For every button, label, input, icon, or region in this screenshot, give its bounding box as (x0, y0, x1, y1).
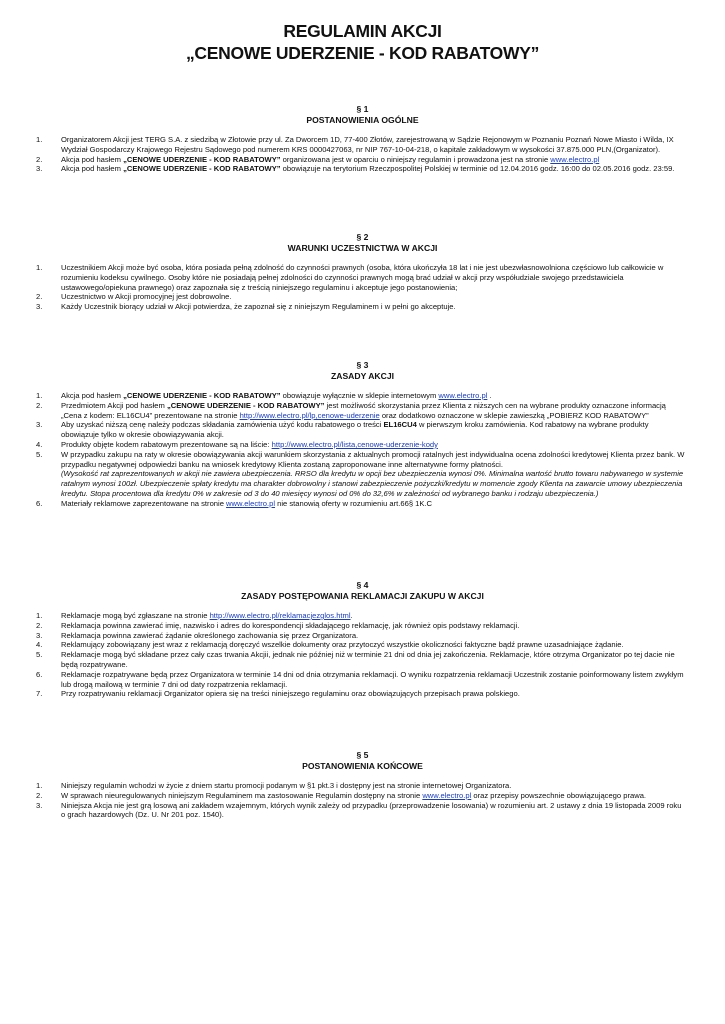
item-bold-text: „CENOWE UDERZENIE - KOD RABATOWY” (123, 164, 281, 174)
item-link[interactable]: www.electro.pl (550, 154, 600, 164)
item-number: 3. (36, 630, 43, 640)
item-number: 1. (36, 611, 43, 620)
section-2 (0, 232, 725, 312)
list-item (0, 781, 725, 791)
section-3 (0, 360, 725, 509)
item-link[interactable]: http://www.electro.pl/lp,cenowe-uderzenie (239, 410, 380, 420)
item-bold-text: „CENOWE UDERZENIE - KOD RABATOWY” (166, 400, 325, 410)
list-item (0, 640, 725, 650)
item-text: Uczestnikiem Akcji może być osoba, która posiada pełną zdolność do czynności prawnych (osoba, która ukończyła 18 lat i nie jest ubezwłasnowolniona częściowo lub całkowicie w rozumieniu kodeksu cywilnego. Osoby które nie posiadają pełnej zdolności do czynności prawnych mogą brać udział w akcji przy współudziale swojego przedstawiciela ustawowego/opiekuna prawnego) oraz zapoznała się z treścią niniejszego regulaminu i akceptuje jego postanowienia; (61, 263, 664, 292)
section-number: § 5 (356, 750, 369, 760)
item-text: Produkty objęte kodem rabatowym prezentowane są na liście: (61, 439, 272, 449)
section-title: ZASADY POSTĘPOWANIA REKLAMACJI ZAKUPU W AKCJI (241, 591, 484, 601)
item-number: 1. (36, 263, 43, 272)
item-text: Reklamacje mogą być zgłaszane na stronie (61, 611, 210, 620)
section-items (0, 135, 725, 174)
item-text: Niniejsza Akcja nie jest grą losową ani zakładem wzajemnym, których wynik zależy od przypadku (przeprowadzenie losowania) w rozumieniu art. 2 ustawy z dnia 19 listopada 2009 roku o grach hazardowych (Dz. U. Nr 201 poz. 1540). (61, 800, 682, 820)
section-number: § 1 (356, 104, 369, 114)
section-5 (0, 750, 725, 820)
title-line-1: REGULAMIN AKCJI (283, 21, 442, 41)
section-title: ZASADY AKCJI (330, 371, 395, 381)
list-item (0, 420, 725, 440)
item-link[interactable]: www.electro.pl (422, 790, 472, 800)
item-text: Materiały reklamowe zaprezentowane na stronie (61, 498, 227, 508)
list-item (0, 689, 725, 699)
item-number: 3. (36, 420, 43, 430)
item-number: 1. (36, 781, 43, 790)
list-item (0, 621, 725, 631)
list-item (0, 650, 725, 670)
item-text: Uczestnictwo w Akcji promocyjnej jest dobrowolne. (61, 292, 232, 302)
item-text-continued: jest możliwość skorzystania przez Klienta z niższych cen na wybrane produkty oznaczone informacją „Cena z kodem: EL16CU4” prezentowane na stronie (61, 400, 666, 420)
item-number: 6. (36, 669, 43, 679)
item-number: 2. (36, 154, 43, 164)
item-number: 2. (36, 790, 43, 800)
section-1 (0, 104, 725, 174)
section-items (0, 781, 725, 820)
list-item (0, 263, 725, 292)
item-text: W sprawach nieuregulowanych niniejszym Regulaminem ma zastosowanie Regulamin dostępny na stronie (61, 790, 423, 800)
item-number: 3. (36, 302, 43, 312)
item-text: Reklamacja powinna zawierać imię, nazwisko i adres do korespondencji składającego reklamację, jak również opis podstawy reklamacji. (61, 620, 520, 630)
item-number: 1. (36, 391, 43, 400)
item-link[interactable]: www.electro.pl (226, 498, 276, 508)
item-number: 4. (36, 640, 43, 650)
item-number: 2. (36, 620, 43, 630)
item-number: 6. (36, 498, 43, 508)
list-item (0, 292, 725, 302)
item-text: Reklamacje rozpatrywane będą przez Organizatora w terminie 14 dni od dnia otrzymania reklamacji. O wyniku rozpatrzenia reklamacji Uczestnik zostanie poinformowany listem zwykłym lub drogą mailową w terminie 7 dni od daty rozpatrzenia reklamacji. (61, 669, 684, 689)
item-text-continued: obowiązuje na terytorium Rzeczpospolitej Polskiej w terminie od 12.04.2016 godz. 16:00 do 02.05.2016 godz. 23:59. (280, 164, 675, 174)
section-number: § 2 (356, 232, 369, 242)
item-bold-text: „CENOWE UDERZENIE - KOD RABATOWY” (123, 391, 281, 400)
list-item (0, 801, 725, 821)
item-text-after-link: . (487, 391, 492, 400)
item-text-continued: organizowana jest w oparciu o niniejszy regulamin i prowadzona jest na stronie (280, 154, 551, 164)
item-text: Reklamujący zobowiązany jest wraz z reklamacją doręczyć wszelkie dokumenty oraz przytoczyć wszystkie okoliczności faktyczne bądź prawne uzasadniające żądanie. (61, 640, 624, 650)
item-text: Akcja pod hasłem (61, 154, 124, 164)
section-4 (0, 580, 725, 699)
item-number: 5. (36, 449, 43, 459)
item-number: 3. (36, 800, 43, 810)
item-text-after-link: . (350, 611, 353, 620)
item-text: Przy rozpatrywaniu reklamacji Organizator opiera się na treści niniejszego regulaminu oraz obowiązujących przepisach prawa polskiego. (61, 689, 520, 699)
item-text-continued: obowiązuje wyłącznie w sklepie internetowym (280, 391, 439, 400)
section-number: § 4 (356, 580, 369, 590)
list-item (0, 164, 725, 174)
item-number: 7. (36, 689, 43, 699)
list-item (0, 440, 725, 450)
item-text: Reklamacje mogą być składane przez cały czas trwania Akcjii, jednak nie później niż w terminie 21 dni od dnia jej zakończenia. Reklamacje, które otrzyma Organizator po tej dacie nie będą rozpatrywane. (61, 650, 675, 669)
list-item (0, 155, 725, 165)
list-item (0, 611, 725, 621)
list-item (0, 791, 725, 801)
list-item (0, 401, 725, 421)
item-text: Przedmiotem Akcji pod hasłem (61, 400, 167, 410)
document-title (0, 20, 725, 64)
item-text: Akcja pod hasłem (61, 391, 124, 400)
section-items (0, 263, 725, 312)
section-items (0, 391, 725, 509)
item-text: Każdy Uczestnik biorący udział w Akcji potwierdza, że zapoznał się z niniejszym Regulaminem i w pełni go akceptuje. (61, 302, 456, 312)
item-text-after-link: oraz przepisy powszechnie obowiązującego prawa. (471, 790, 647, 800)
item-text: Aby uzyskać niższą cenę należy podczas składania zamówienia użyć kodu rabatowego o treści (61, 420, 384, 430)
section-number: § 3 (356, 360, 369, 370)
item-text: Reklamacja powinna zawierać żądanie określonego zachowania się przez Organizatora. (61, 630, 359, 640)
item-number: 2. (36, 400, 43, 410)
section-items (0, 611, 725, 699)
list-item (0, 450, 725, 499)
list-item (0, 499, 725, 509)
list-item (0, 135, 725, 155)
item-text: Akcja pod hasłem (61, 164, 124, 174)
section-title: POSTANOWIENIA OGÓLNE (306, 115, 419, 125)
list-item (0, 391, 725, 401)
item-number: 3. (36, 164, 43, 174)
item-bold-text: „CENOWE UDERZENIE - KOD RABATOWY” (123, 154, 281, 164)
item-number: 5. (36, 650, 43, 660)
section-title: POSTANOWIENIA KOŃCOWE (302, 761, 423, 771)
item-italic-note: (Wysokość rat zaprezentowanych w akcji nie zawiera ubezpieczenia. RRSO dla kredytu w opcji bez ubezpieczenia wynosi 0%. Minimalna wartość brutto towaru nabywanego w systemie ratalnym wynosi 100zł. Ubezpieczenie spłaty kredytu ma charakter dobrowolny i stanowi zabezpieczenie pożyczki/kredytu w momencie zgody Klienta na zawarcie umowy ubezpieczenia kredytu. Stopa procentowa dla kredytu 0% w zakresie od 3 do 40 miesięcy wynosi od 0% do 32,6% w zależności od wybranego banku i rodzaju ubezpieczenia.) (61, 469, 684, 498)
item-text: Organizatorem Akcji jest TERG S.A. z siedzibą w Złotowie przy ul. Za Dworcem 1D, 77-400 Złotów, zarejestrowaną w Sądzie Rejonowym w Poznaniu Poznań Nowe Miasto i Wilda, IX Wydział Gospodarczy Krajowego Rejestru Sądowego pod numerem KRS 0000427063, nr NIP 767-10-04-218, o kapitale zakładowym w wysokości 37.875.000 PLN,(Organizator). (61, 135, 674, 154)
section-title: WARUNKI UCZESTNICTWA W AKCJI (287, 243, 438, 253)
title-line-2: „CENOWE UDERZENIE - KOD RABATOWY” (185, 43, 540, 63)
list-item (0, 302, 725, 312)
item-number: 1. (36, 135, 43, 144)
item-text: Niniejszy regulamin wchodzi w życie z dniem startu promocji podanym w §1 pkt.3 i dostępny jest na stronie internetowej Organizatora. (61, 781, 512, 790)
item-number: 4. (36, 439, 43, 449)
list-item (0, 670, 725, 690)
item-link[interactable]: www.electro.pl (438, 391, 488, 400)
item-text: W przypadku zakupu na raty w okresie obowiązywania akcji warunkiem skorzystania z aktualnych promocji ratalnych jest indywidualna ocena zdolności kredytowej Klienta przez bank. W przypadku negatywnej odpowiedzi banku na wniosek kredytowy Klienta zostaną zaproponowane inne alternatywne formy płatności. (61, 449, 685, 469)
item-link[interactable]: http://www.electro.pl/lista,cenowe-uderzenie-kody (271, 439, 438, 449)
item-text-after-link: nie stanowią oferty w rozumieniu art.66§ 1K.C (275, 498, 433, 508)
item-number: 2. (36, 292, 43, 302)
item-bold-text: EL16CU4 (383, 420, 417, 430)
item-link[interactable]: http://www.electro.pl/reklamacjezglos.html (209, 611, 351, 620)
item-text-continued: w pierwszym kroku zamówienia. Kod rabatowy na wybrane produkty obowiązuje tylko w okresie obowiązywania akcji. (61, 420, 649, 440)
item-text-after-link: oraz dodatkowo oznaczone w sklepie zawieszką „POBIERZ KOD RABATOWY” (379, 410, 649, 420)
list-item (0, 631, 725, 641)
